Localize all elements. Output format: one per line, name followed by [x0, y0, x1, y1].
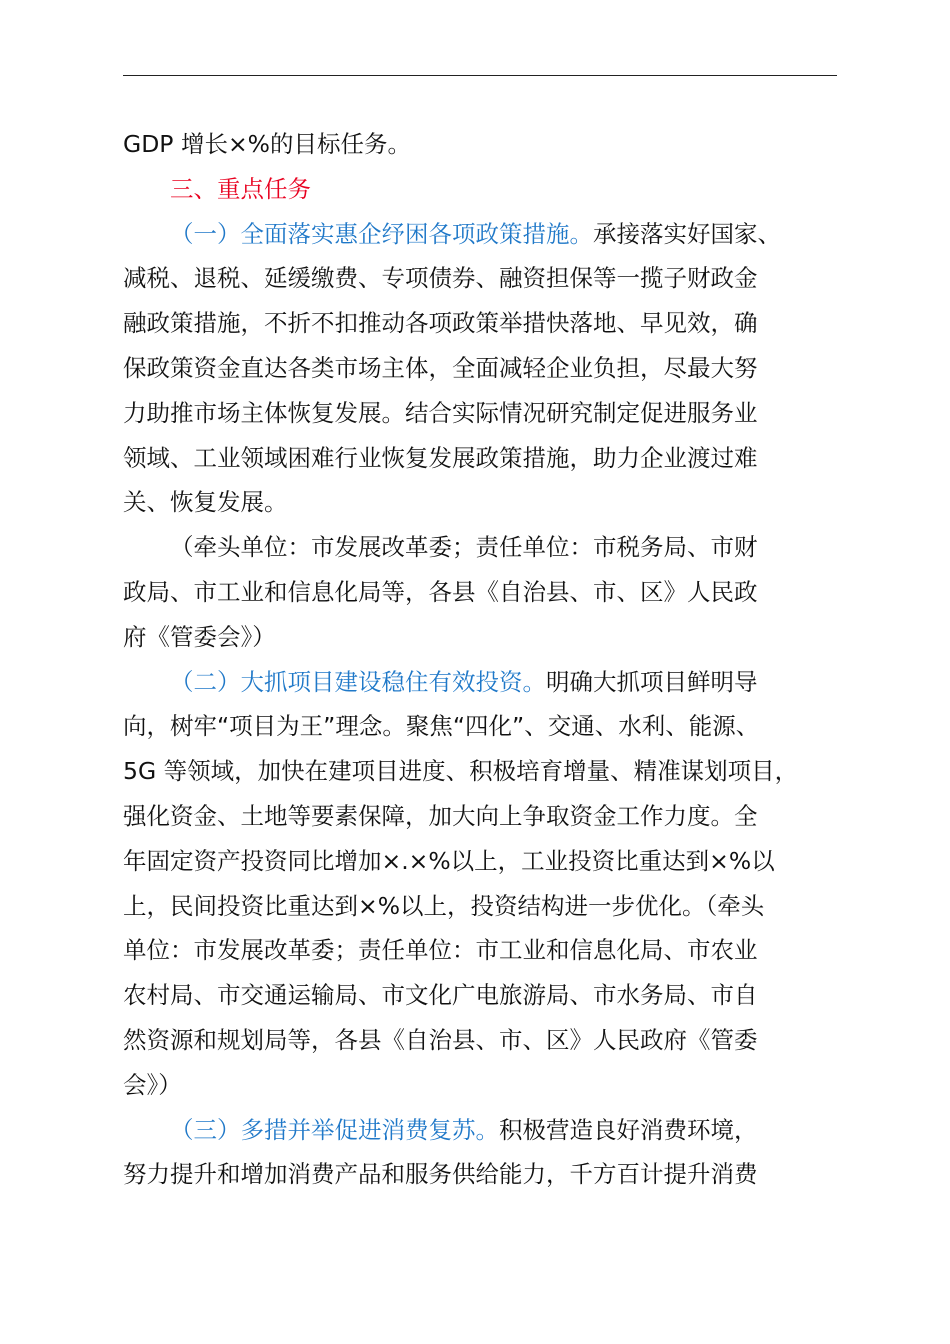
text-segment: 领域、工业领域困难行业恢复发展政策措施，助力企业渡过难: [123, 443, 758, 472]
text-line: [123, 973, 863, 1018]
text-segment: GDP 增长×%的目标任务。: [123, 130, 411, 158]
text-line: [123, 1108, 863, 1153]
text-line: [123, 839, 863, 884]
text-segment: 承接落实好国家、: [593, 219, 781, 248]
text-line: [123, 391, 863, 436]
text-segment: 关、恢复发展。: [123, 488, 288, 517]
text-segment: 5G 等领域，加快在建项目进度、积极培育增量、精准谋划项目，: [123, 757, 799, 786]
text-line: [123, 615, 863, 660]
text-segment: （牵头单位：市发展改革委；责任单位：市税务局、市财: [170, 533, 758, 562]
text-line: [123, 704, 863, 749]
text-line: [123, 301, 863, 346]
subsection-heading: （二）大抓项目建设稳住有效投资。: [170, 667, 546, 696]
subsection-heading: （三）多措并举促进消费复苏。: [170, 1115, 499, 1144]
text-line: [123, 1152, 863, 1197]
text-segment: 年固定资产投资同比增加×.×%以上，工业投资比重达到×%以: [123, 846, 775, 875]
text-segment: 单位：市发展改革委；责任单位：市工业和信息化局、市农业: [123, 936, 758, 965]
subsection-heading: （一）全面落实惠企纾困各项政策措施。: [170, 219, 593, 248]
document-body: [123, 122, 863, 1197]
text-line: [123, 749, 863, 794]
text-segment: 力助推市场主体恢复发展。结合实际情况研究制定促进服务业: [123, 398, 758, 427]
text-line: [123, 480, 863, 525]
text-segment: 然资源和规划局等，各县《自治县、市、区》人民政府《管委: [123, 1025, 758, 1054]
text-line: [123, 1018, 863, 1063]
text-segment: 政局、市工业和信息化局等，各县《自治县、市、区》人民政: [123, 577, 758, 606]
text-line: [123, 212, 863, 257]
text-line: [123, 436, 863, 481]
header-rule: [123, 75, 837, 76]
text-line: [123, 122, 863, 167]
text-line: [123, 256, 863, 301]
text-line: [123, 884, 863, 929]
text-segment: 会》）: [123, 1070, 182, 1099]
text-line: [123, 1063, 863, 1108]
text-segment: 融政策措施，不折不扣推动各项政策举措快落地、早见效，确: [123, 309, 758, 338]
text-segment: 明确大抓项目鲜明导: [546, 667, 758, 696]
text-segment: 强化资金、土地等要素保障，加大向上争取资金工作力度。全: [123, 801, 758, 830]
text-line: [123, 167, 863, 212]
text-line: [123, 794, 863, 839]
text-line: [123, 928, 863, 973]
text-segment: 减税、退税、延缓缴费、专项债券、融资担保等一揽子财政金: [123, 264, 758, 293]
text-line: [123, 346, 863, 391]
text-segment: 保政策资金直达各类市场主体，全面减轻企业负担，尽最大努: [123, 353, 758, 382]
text-segment: 向，树牢“项目为王”理念。聚焦“四化”、交通、水利、能源、: [123, 712, 760, 741]
text-segment: 上，民间投资比重达到×%以上，投资结构进一步优化。（牵头: [123, 891, 765, 920]
text-line: [123, 525, 863, 570]
text-line: [123, 570, 863, 615]
text-segment: 努力提升和增加消费产品和服务供给能力，千方百计提升消费: [123, 1160, 758, 1189]
text-line: [123, 660, 863, 705]
text-segment: 积极营造良好消费环境，: [499, 1115, 758, 1144]
text-segment: 府《管委会》）: [123, 622, 276, 651]
section-heading: 三、重点任务: [170, 174, 311, 203]
text-segment: 农村局、市交通运输局、市文化广电旅游局、市水务局、市自: [123, 981, 758, 1010]
